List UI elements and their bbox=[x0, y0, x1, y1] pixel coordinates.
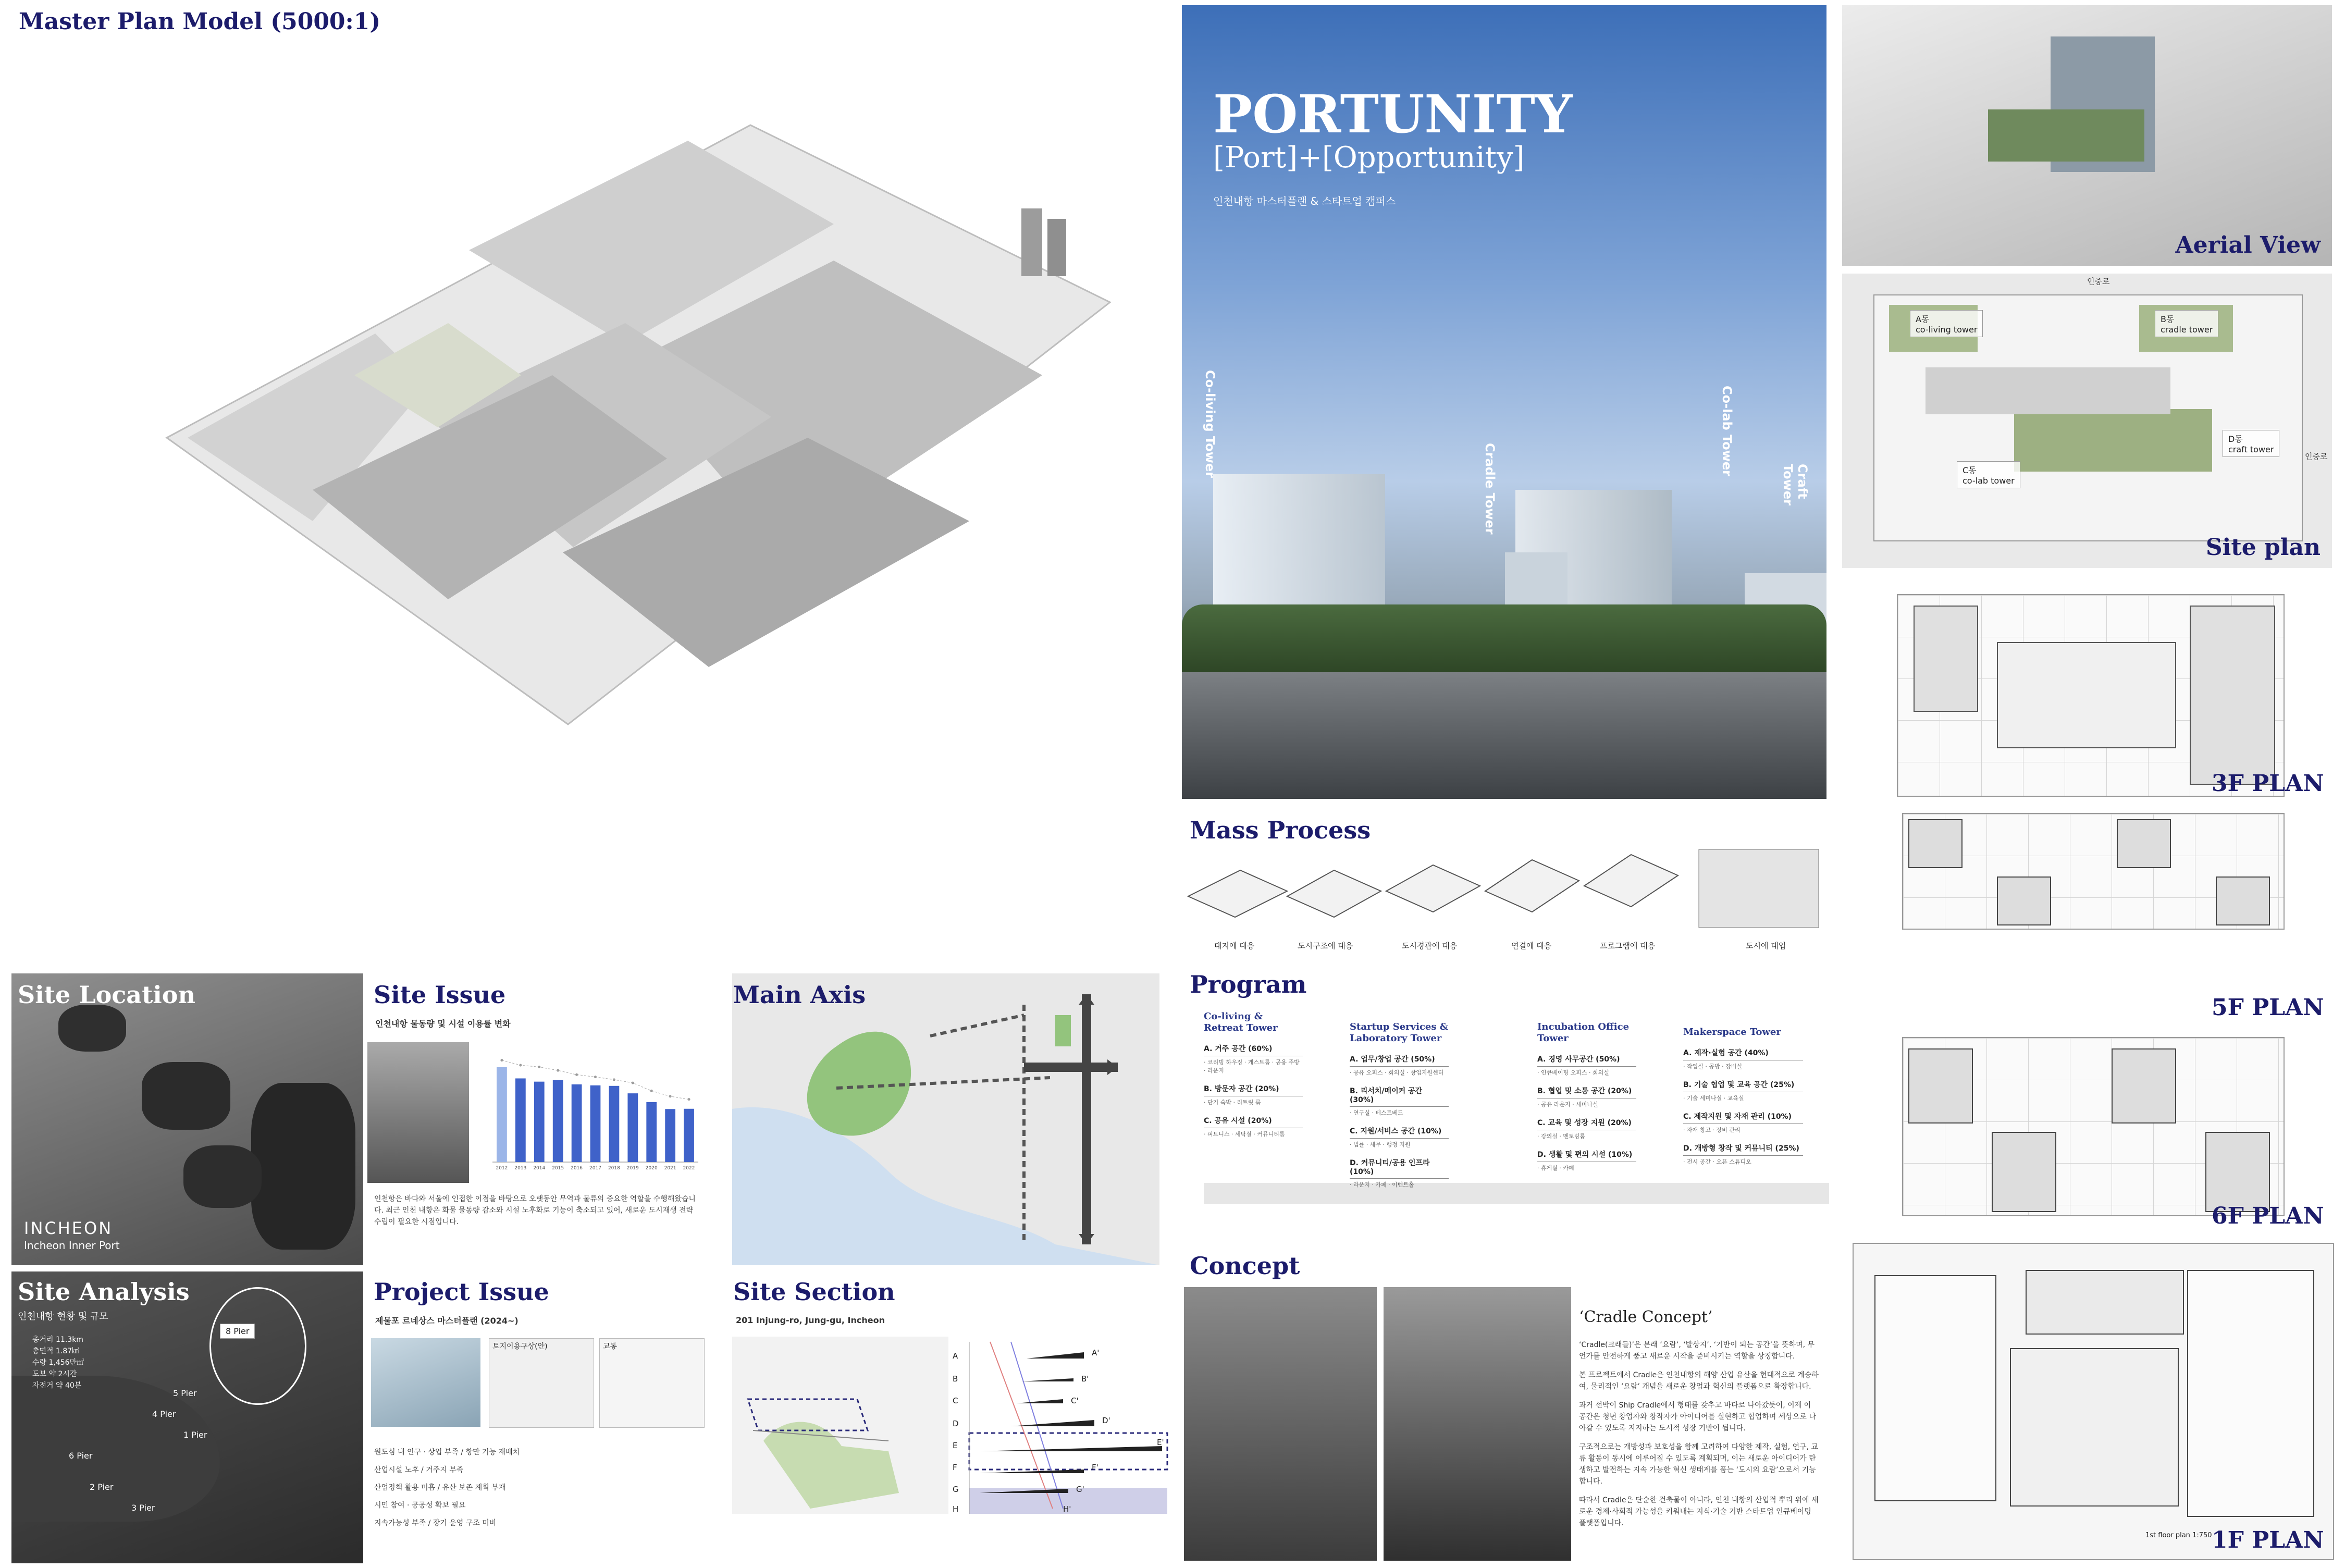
chart-tick-label: 2012 bbox=[496, 1166, 508, 1171]
program-item: C. 교육 및 성장 지원 (20%) bbox=[1537, 1113, 1636, 1130]
plan-3f-core-1 bbox=[1914, 606, 1978, 712]
site-issue-body: 인천항은 바다와 서울에 인접한 이점을 바탕으로 오랫동안 무역과 물류의 중요한 역할을 수행해왔습니다. 최근 인천 내항은 화물 물동량 감소와 시설 노후화로 기능이 축소되고 있어, 새로운 도시재생 전략 수립이 필요한 시점입니다. bbox=[374, 1195, 696, 1226]
tower-label-cradle: Cradle Tower bbox=[1483, 443, 1497, 535]
chart-tick-label: 2015 bbox=[552, 1166, 564, 1171]
site-issue-chart bbox=[472, 1040, 709, 1183]
panel-label: 교통 bbox=[603, 1342, 618, 1351]
site-section-title: Site Section bbox=[733, 1278, 895, 1306]
mass-process-title: Mass Process bbox=[1190, 816, 1371, 844]
chart-tick-label: 2018 bbox=[608, 1166, 620, 1171]
section-row-e: E bbox=[953, 1441, 958, 1450]
hero-caption: 인천내항 마스터플랜 & 스타트업 캠퍼스 bbox=[1213, 195, 1396, 207]
concept-quote: ‘Cradle Concept’ bbox=[1579, 1308, 1713, 1326]
program-col-head: Incubation Office Tower bbox=[1537, 1021, 1630, 1044]
mass-step-5: 프로그램에 대응 bbox=[1600, 941, 1656, 950]
plan-5f-block-2 bbox=[2117, 819, 2171, 868]
mass-process-diagram bbox=[1183, 844, 1829, 959]
chart-bar bbox=[627, 1093, 638, 1162]
plan-5f-block-1 bbox=[1908, 819, 1963, 868]
chart-tick-label: 2014 bbox=[533, 1166, 546, 1171]
concept-photo-1 bbox=[1184, 1287, 1377, 1561]
plan-6f-block-2 bbox=[2112, 1048, 2176, 1123]
site-zone-d: D동 craft tower bbox=[2223, 430, 2279, 457]
mass-step-4: 연결에 대응 bbox=[1511, 941, 1552, 950]
concept-paragraph: ‘Cradle(크래들)’은 본래 ‘요람’, ‘발상지’, ‘기반이 되는 공간’을 뜻하며, 무언가를 안전하게 품고 새로운 시작을 준비시키는 역할을 상징합니다. bbox=[1579, 1341, 1815, 1361]
chart-bar bbox=[665, 1109, 675, 1162]
chart-bar bbox=[609, 1086, 620, 1162]
program-item: C. 지원/서비스 공간 (10%) bbox=[1350, 1121, 1449, 1139]
aerial-green-roof bbox=[1988, 109, 2144, 162]
pier-label-4: 4 Pier bbox=[152, 1409, 176, 1419]
plan-1f-label: 1F PLAN bbox=[2212, 1527, 2324, 1553]
plan-1f-hall bbox=[2026, 1270, 2184, 1335]
mass-step-1: 대지에 대응 bbox=[1214, 941, 1255, 950]
concept-paragraph: 구조적으로는 개방성과 보호성을 함께 고려하여 다양한 제작, 실험, 연구, 교류 활동이 동시에 이루어질 수 있도록 계획되며, 이는 새로운 아이디어가 탄생하고 발전하는 지속 가능한 혁신 생태계를 품는 ‘도시의 요람’으로서 기능합니다. bbox=[1579, 1443, 1819, 1486]
island-3 bbox=[251, 1083, 355, 1250]
program-sub: · 작업실 · 공방 · 장비실 bbox=[1683, 1063, 1742, 1070]
chart-tick-label: 2017 bbox=[589, 1166, 601, 1171]
floor-plan-6f bbox=[1902, 1037, 2285, 1216]
hero-title: PORTUNITY bbox=[1213, 83, 1573, 145]
program-item: B. 리서치/메이커 공간 (30%) bbox=[1350, 1081, 1449, 1107]
chart-tick-label: 2020 bbox=[645, 1166, 658, 1171]
plan-1f-caption: 1st floor plan 1:750 bbox=[2145, 1532, 2212, 1539]
floor-plan-1f bbox=[1853, 1243, 2334, 1560]
program-sub: · 자재 창고 · 장비 관리 bbox=[1683, 1127, 1741, 1133]
panel-label: 토지이용구상(안) bbox=[492, 1342, 548, 1351]
project-issue-map-1 bbox=[371, 1338, 480, 1427]
concept-paragraph: 본 프로젝트에서 Cradle은 인천내항의 해양 산업 유산을 현대적으로 계승하여, 물리적인 ‘요람’ 개념을 새로운 창업과 혁신의 플랫폼으로 확장합니다. bbox=[1579, 1371, 1819, 1391]
plan-3f-label: 3F PLAN bbox=[2212, 770, 2324, 797]
site-location-title: Site Location bbox=[18, 981, 195, 1009]
chart-tick-label: 2021 bbox=[664, 1166, 676, 1171]
section-end-h: H' bbox=[1063, 1504, 1071, 1514]
stat-line: 총거리 11.3km bbox=[32, 1336, 83, 1344]
site-location-city: INCHEON bbox=[24, 1218, 113, 1238]
chart-bar bbox=[515, 1078, 526, 1162]
mass-step-6: 도시에 대입 bbox=[1746, 941, 1786, 950]
master-plan-model-image bbox=[156, 52, 1120, 730]
plan-3f-core-2 bbox=[2190, 606, 2275, 785]
site-section-address: 201 Injung-ro, Jung-gu, Incheon bbox=[736, 1315, 885, 1325]
program-col-incubation bbox=[1537, 1021, 1636, 1177]
program-item: C. 제작지원 및 자재 관리 (10%) bbox=[1683, 1107, 1803, 1124]
bullet-item: 시민 참여 · 공공성 확보 필요 bbox=[374, 1501, 466, 1510]
tree-row bbox=[1182, 604, 1826, 672]
section-row-h: H bbox=[953, 1504, 959, 1514]
site-section-diagram bbox=[948, 1337, 1170, 1516]
island-2 bbox=[142, 1062, 230, 1130]
aerial-label: Aerial View bbox=[2175, 232, 2321, 258]
section-end-e: E' bbox=[1157, 1438, 1164, 1447]
program-col-head: Co-living & Retreat Tower bbox=[1204, 1011, 1278, 1033]
stat-line: 자전거 약 40분 bbox=[32, 1381, 82, 1390]
program-sub: · 전시 공간 · 오픈 스튜디오 bbox=[1683, 1158, 1751, 1165]
pier-outline bbox=[209, 1287, 306, 1405]
site-section-map bbox=[732, 1337, 948, 1514]
master-plan-title: Master Plan Model (5000:1) bbox=[19, 8, 381, 35]
project-issue-map-3 bbox=[599, 1338, 705, 1428]
program-sub: · 연구실 · 테스트베드 bbox=[1350, 1109, 1403, 1116]
program-col-maker bbox=[1683, 1027, 1803, 1170]
program-item: A. 경영 사무공간 (50%) bbox=[1537, 1050, 1636, 1067]
chart-bar bbox=[572, 1084, 582, 1162]
bullet-item: 산업시설 노후 / 거주지 부족 bbox=[374, 1466, 464, 1474]
program-sub: · 코리빙 하우징 · 게스트룸 · 공용 주방 · 라운지 bbox=[1204, 1059, 1300, 1074]
concept-title: Concept bbox=[1190, 1252, 1300, 1280]
site-zone-c: C동 co-lab tower bbox=[1957, 461, 2020, 488]
aerial-view-image bbox=[1842, 5, 2332, 266]
road bbox=[1182, 672, 1826, 799]
pier-label-1: 1 Pier bbox=[183, 1430, 207, 1440]
chart-bar bbox=[590, 1085, 601, 1162]
pier-label-3: 3 Pier bbox=[131, 1503, 155, 1513]
site-issue-subtitle: 인천내항 물동량 및 시설 이용률 변화 bbox=[375, 1019, 511, 1029]
plan-6f-block-4 bbox=[2205, 1132, 2270, 1212]
program-col-head: Startup Services & Laboratory Tower bbox=[1350, 1021, 1449, 1044]
program-sub: · 공유 오피스 · 회의실 · 창업지원센터 bbox=[1350, 1069, 1444, 1076]
plan-3f-core-3 bbox=[1997, 642, 2176, 748]
program-sub: · 라운지 · 카페 · 이벤트홀 bbox=[1350, 1181, 1414, 1188]
site-analysis-subtitle: 인천내항 현황 및 규모 bbox=[18, 1311, 108, 1322]
section-end-d: D' bbox=[1102, 1416, 1110, 1425]
site-plan-image bbox=[1842, 274, 2332, 568]
program-item: B. 기술 협업 및 교육 공간 (25%) bbox=[1683, 1075, 1803, 1092]
site-plaza bbox=[1926, 367, 2170, 414]
main-axis-map bbox=[732, 973, 1159, 1265]
section-row-d: D bbox=[953, 1419, 959, 1428]
hero-panel bbox=[1182, 5, 1826, 799]
floor-plan-3f bbox=[1897, 594, 2285, 797]
program-sub: · 단기 숙박 · 리트릿 룸 bbox=[1204, 1099, 1261, 1106]
bullet-item: 산업정책 활용 미흡 / 유산 보존 계획 부재 bbox=[374, 1484, 506, 1492]
mass-step-3: 도시경관에 대응 bbox=[1402, 941, 1458, 950]
site-road-top-label: 인중로 bbox=[2087, 277, 2110, 286]
plan-1f-left-wing bbox=[1874, 1275, 1996, 1501]
chart-bar bbox=[497, 1067, 507, 1162]
program-item: A. 거주 공간 (60%) bbox=[1204, 1039, 1303, 1056]
site-plan-label: Site plan bbox=[2205, 534, 2321, 561]
section-row-c: C bbox=[953, 1396, 958, 1405]
pier-label-8: 8 Pier bbox=[220, 1324, 255, 1339]
concept-photo-2 bbox=[1384, 1287, 1571, 1561]
section-end-a: A' bbox=[1092, 1348, 1100, 1357]
main-axis-title: Main Axis bbox=[733, 981, 866, 1009]
site-issue-title: Site Issue bbox=[374, 981, 506, 1009]
stat-line: 총면적 1.87㎢ bbox=[32, 1347, 80, 1355]
program-sub: · 강의실 · 멘토링룸 bbox=[1537, 1133, 1585, 1140]
project-issue-title: Project Issue bbox=[374, 1278, 549, 1306]
chart-bar bbox=[646, 1102, 657, 1162]
issue-chart-svg bbox=[472, 1040, 709, 1183]
pier-label-5: 5 Pier bbox=[173, 1388, 197, 1398]
site-road-right-label: 인중로 bbox=[2305, 452, 2328, 461]
plan-5f-block-4 bbox=[2216, 876, 2270, 925]
program-sub: · 공유 라운지 · 세미나실 bbox=[1537, 1101, 1598, 1108]
plan-5f-label: 5F PLAN bbox=[2212, 994, 2324, 1021]
chart-bar bbox=[553, 1080, 563, 1162]
bullet-item: 지속가능성 부족 / 장기 운영 구조 미비 bbox=[374, 1519, 497, 1527]
project-issue-subtitle: 제물포 르네상스 마스터플랜 (2024~) bbox=[375, 1316, 519, 1326]
plan-6f-block-3 bbox=[1992, 1132, 2056, 1212]
program-table bbox=[1204, 1011, 1829, 1240]
program-col-startup bbox=[1350, 1021, 1449, 1193]
floor-plan-5f bbox=[1902, 813, 2285, 930]
chart-bar bbox=[684, 1109, 694, 1162]
program-sub: · 휴게실 · 카페 bbox=[1537, 1165, 1574, 1171]
site-location-map bbox=[11, 973, 363, 1265]
plan-1f-plaza bbox=[2010, 1348, 2179, 1507]
program-title: Program bbox=[1190, 970, 1307, 998]
program-col-head: Makerspace Tower bbox=[1683, 1027, 1781, 1038]
program-item: D. 커뮤니티/공용 인프라 (10%) bbox=[1350, 1153, 1449, 1179]
section-row-g: G bbox=[953, 1485, 959, 1494]
chart-tick-label: 2022 bbox=[683, 1166, 695, 1171]
plan-6f-block-1 bbox=[1908, 1048, 1973, 1123]
program-item: B. 협업 및 소통 공간 (20%) bbox=[1537, 1081, 1636, 1098]
program-item: A. 업무/창업 공간 (50%) bbox=[1350, 1050, 1449, 1067]
program-item: D. 생활 및 편의 시설 (10%) bbox=[1537, 1145, 1636, 1162]
site-zone-b: B동 cradle tower bbox=[2155, 310, 2218, 337]
plan-6f-label: 6F PLAN bbox=[2212, 1203, 2324, 1229]
program-col-coliving bbox=[1204, 1011, 1303, 1143]
pier-label-2: 2 Pier bbox=[90, 1482, 114, 1492]
concept-body bbox=[1579, 1339, 1819, 1529]
section-end-c: C' bbox=[1071, 1396, 1079, 1405]
concept-paragraph: 과거 선박이 Ship Cradle에서 형태를 갖추고 바다로 나아갔듯이, 이제 이 공간은 청년 창업자와 창작자가 아이디어를 실현하고 협업하며 세상으로 나아갈 수 있도록 지지하는 도시적 성장 기반이 됩니다. bbox=[1579, 1401, 1816, 1433]
island-4 bbox=[183, 1145, 262, 1208]
tower-label-colab: Co-lab Tower bbox=[1720, 386, 1734, 476]
plan-5f-block-3 bbox=[1997, 876, 2051, 925]
site-analysis-stats bbox=[32, 1334, 84, 1391]
site-issue-photo bbox=[367, 1042, 469, 1183]
stat-line: 수량 1,456만㎡ bbox=[32, 1359, 84, 1367]
section-row-b: B bbox=[953, 1374, 958, 1384]
chart-bar bbox=[534, 1082, 545, 1162]
chart-tick-label: 2019 bbox=[626, 1166, 639, 1171]
tower-label-craft: Craft Tower bbox=[1781, 464, 1810, 505]
project-issue-map-2 bbox=[489, 1338, 594, 1428]
program-item: A. 제작·실험 공간 (40%) bbox=[1683, 1043, 1803, 1060]
mass-step-2: 도시구조에 대응 bbox=[1298, 941, 1353, 950]
section-row-f: F bbox=[953, 1463, 957, 1472]
chart-tick-label: 2013 bbox=[514, 1166, 527, 1171]
section-end-g: G' bbox=[1076, 1485, 1084, 1494]
program-item: D. 개방형 창작 및 커뮤니티 (25%) bbox=[1683, 1139, 1803, 1156]
bullet-item: 원도심 내 인구 · 상업 부족 / 항만 기능 재배치 bbox=[374, 1448, 520, 1456]
concept-paragraph: 따라서 Cradle은 단순한 건축물이 아니라, 인천 내항의 산업적 뿌리 위에 새로운 경제·사회적 가능성을 키워내는 지식·기술 기반 스타트업 인큐베이팅 플랫폼입니다. bbox=[1579, 1496, 1819, 1527]
project-issue-bullets bbox=[374, 1443, 702, 1532]
program-sub: · 기술 세미나실 · 교육실 bbox=[1683, 1095, 1744, 1102]
tower-label-coliving: Co-living Tower bbox=[1203, 370, 1217, 478]
program-sub: · 인큐베이팅 오피스 · 회의실 bbox=[1537, 1069, 1609, 1076]
program-base-band bbox=[1204, 1183, 1829, 1204]
chart-tick-label: 2016 bbox=[571, 1166, 583, 1171]
island-1 bbox=[58, 1005, 126, 1052]
site-analysis-title: Site Analysis bbox=[18, 1278, 190, 1306]
site-location-sub: Incheon Inner Port bbox=[24, 1239, 120, 1252]
stat-line: 도보 약 2시간 bbox=[32, 1370, 77, 1378]
pier-label-6: 6 Pier bbox=[69, 1451, 93, 1461]
section-end-b: B' bbox=[1081, 1374, 1089, 1384]
section-end-f: F' bbox=[1092, 1463, 1099, 1472]
plan-1f-right-wing bbox=[2187, 1270, 2314, 1517]
program-item: C. 공유 시설 (20%) bbox=[1204, 1111, 1303, 1128]
site-green-3 bbox=[2014, 409, 2212, 472]
hero-subtitle: [Port]+[Opportunity] bbox=[1213, 141, 1525, 175]
section-row-a: A bbox=[953, 1351, 958, 1361]
program-item: B. 방문자 공간 (20%) bbox=[1204, 1079, 1303, 1096]
program-sub: · 법률 · 세무 · 행정 지원 bbox=[1350, 1141, 1411, 1148]
program-sub: · 피트니스 · 세탁실 · 커뮤니티룸 bbox=[1204, 1131, 1285, 1138]
site-zone-a: A동 co-living tower bbox=[1910, 310, 1983, 337]
